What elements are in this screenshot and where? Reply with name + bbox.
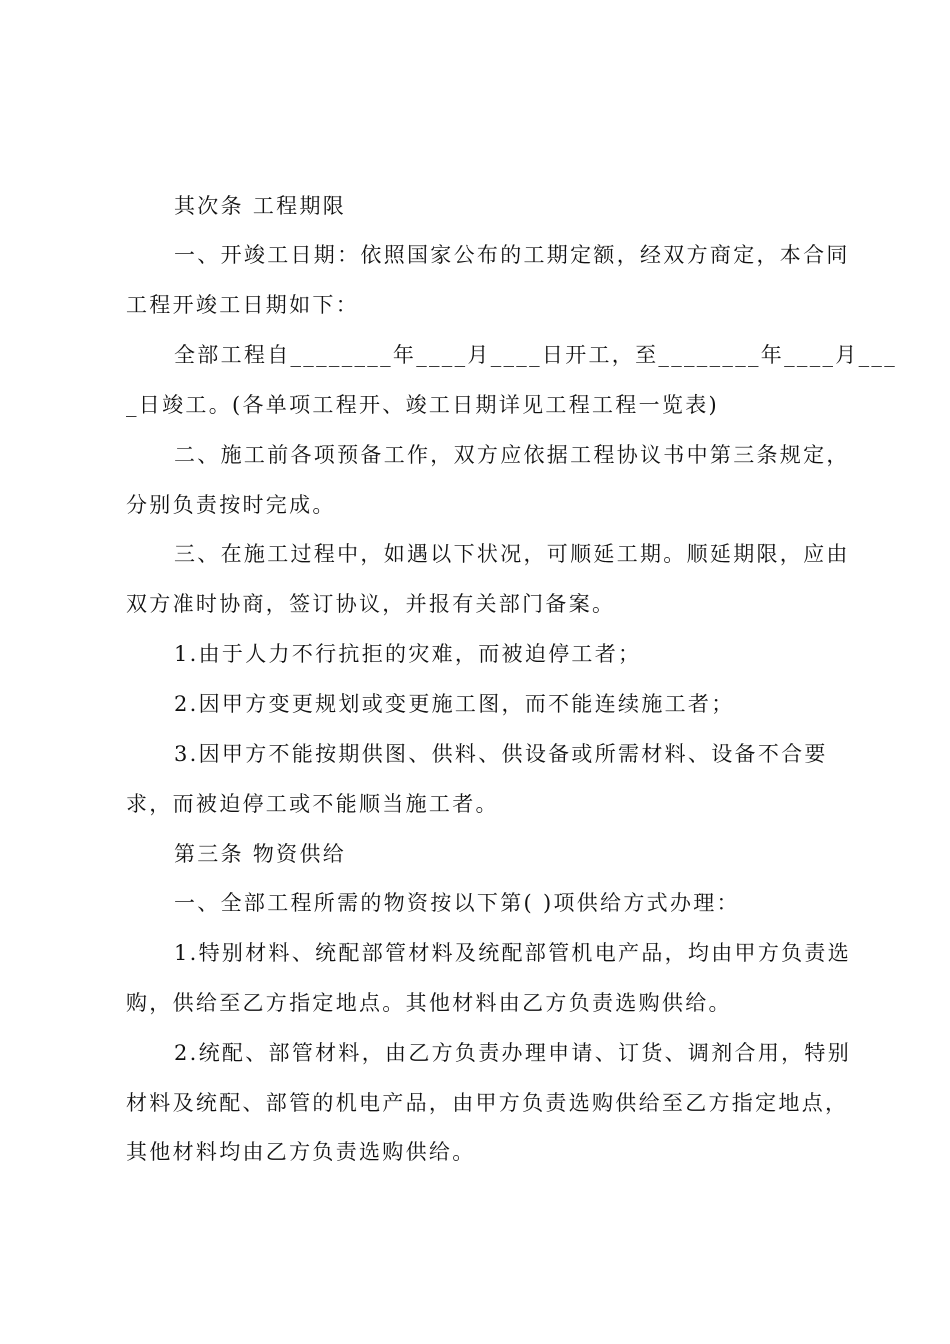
paragraph-line: 一、全部工程所需的物资按以下第( )项供给方式办理： (174, 891, 740, 915)
paragraph-line: 二、施工前各项预备工作，双方应依据工程协议书中第三条规定， (174, 443, 850, 467)
paragraph-line: 双方准时协商，签订协议，并报有关部门备案。 (126, 592, 616, 616)
paragraph-line: 求，而被迫停工或不能顺当施工者。 (126, 792, 499, 816)
paragraph-line: 分别负责按时完成。 (126, 493, 336, 517)
list-item: 1.特别材料、统配部管材料及统配部管机电产品，均由甲方负责选 (174, 941, 852, 965)
paragraph-line: 材料及统配、部管的机电产品，由甲方负责选购供给至乙方指定地点， (126, 1091, 849, 1115)
paragraph-line: 三、在施工过程中，如遇以下状况，可顺延工期。顺延期限，应由 (174, 542, 850, 566)
paragraph-line: _日竣工。(各单项工程开、竣工日期详见工程工程一览表) (126, 393, 719, 417)
article-3-heading: 第三条 物资供给 (174, 842, 347, 866)
list-item: 1.由于人力不行抗拒的灾难，而被迫停工者； (174, 642, 642, 666)
paragraph-line: 全部工程自________年____月____日开工，至________年____月___ (174, 343, 897, 367)
article-2-heading: 其次条 工程期限 (174, 194, 347, 218)
paragraph-line: 购，供给至乙方指定地点。其他材料由乙方负责选购供给。 (126, 991, 732, 1015)
paragraph-line: 工程开竣工日期如下： (126, 293, 359, 317)
paragraph-line: 一、开竣工日期：依照国家公布的工期定额，经双方商定，本合同 (174, 243, 850, 267)
list-item: 2.因甲方变更规划或变更施工图，而不能连续施工者； (174, 692, 735, 716)
list-item: 3.因甲方不能按期供图、供料、供设备或所需材料、设备不合要 (174, 742, 828, 766)
list-item: 2.统配、部管材料，由乙方负责办理申请、订货、调剂合用，特别 (174, 1041, 852, 1065)
paragraph-line: 其他材料均由乙方负责选购供给。 (126, 1140, 476, 1164)
